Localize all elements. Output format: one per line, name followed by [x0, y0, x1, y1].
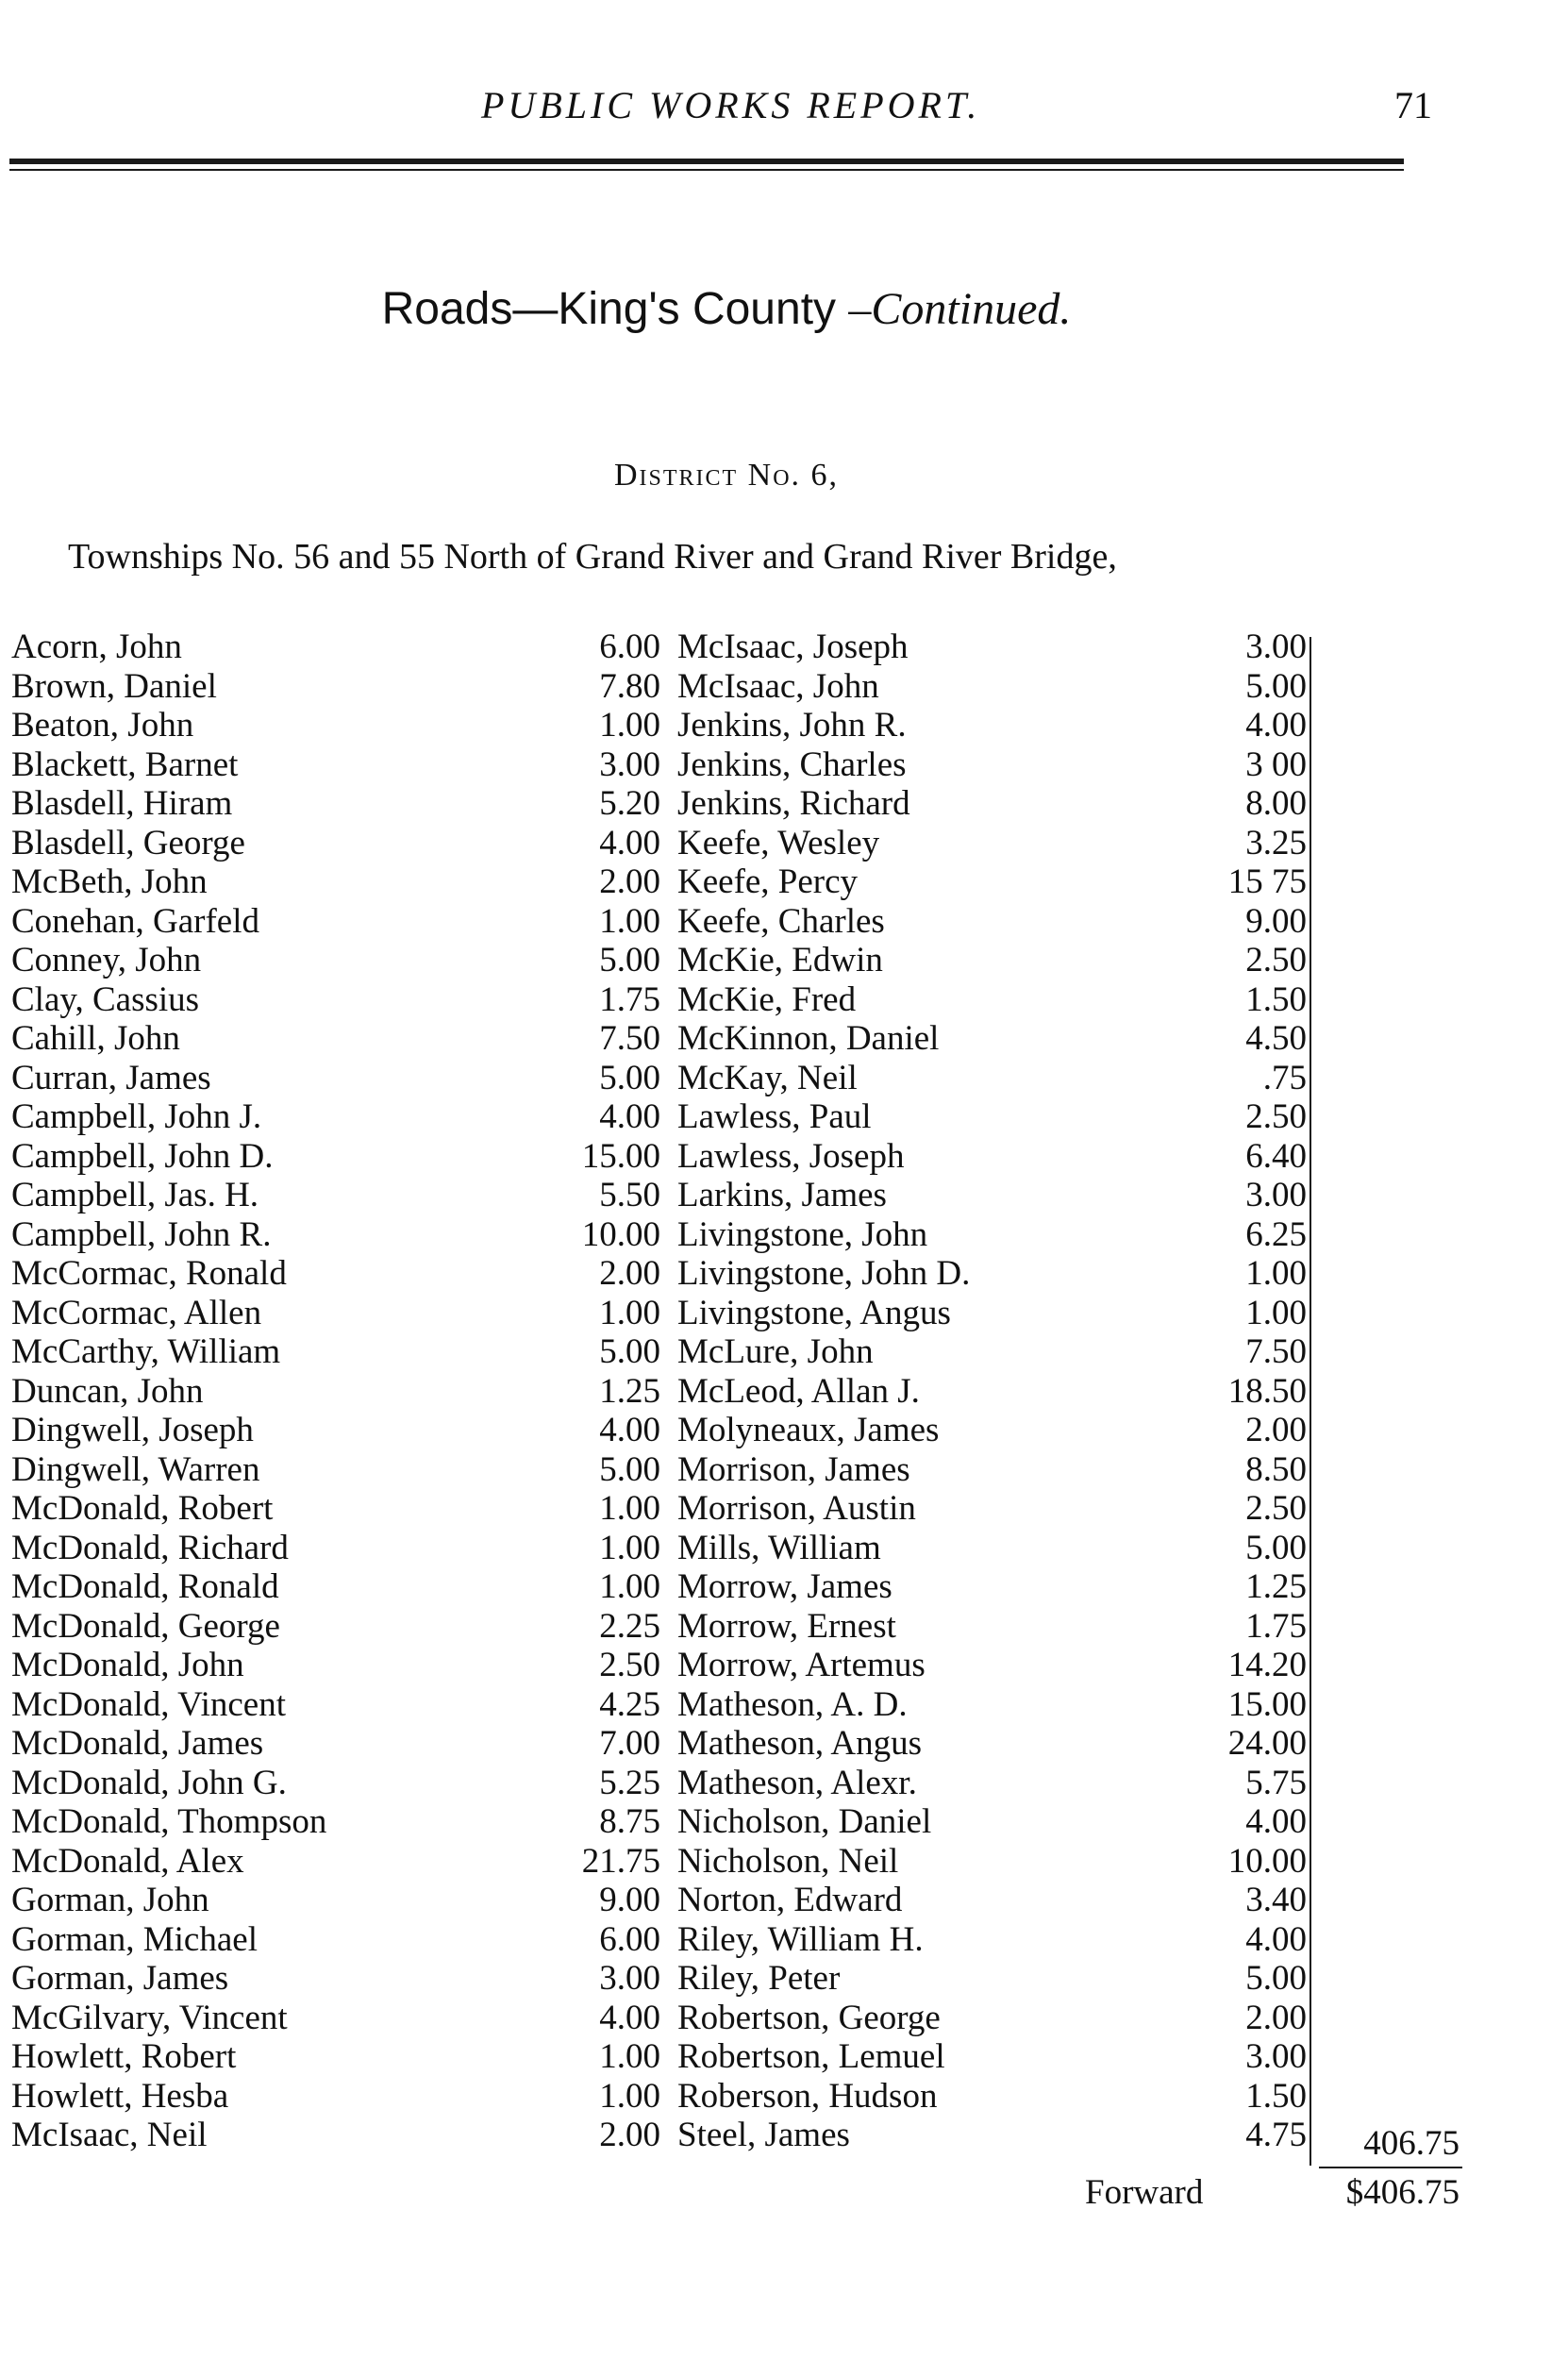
entry-amount: 4.00 — [599, 823, 660, 862]
entry-name: Clay, Cassius — [11, 979, 200, 1019]
entry-amount: 3.40 — [1245, 1881, 1307, 1919]
entry-amount: 2.50 — [1245, 941, 1307, 979]
entry-name: Lawless, Paul — [677, 1097, 872, 1136]
entry-name: Norton, Edward — [677, 1881, 903, 1919]
entry-name: McDonald, Richard — [11, 1528, 289, 1567]
entry-name: Robertson, Lemuel — [677, 2037, 945, 2076]
entry-amount: 21.75 — [581, 1841, 660, 1881]
entry-amount: 3.00 — [599, 745, 660, 784]
entry-amount: 1.00 — [599, 1567, 660, 1606]
entry-name: Mills, William — [677, 1528, 881, 1567]
entry-name: Brown, Daniel — [11, 666, 217, 706]
entry-name: McKay, Neil — [677, 1058, 858, 1097]
entry-amount: 3.25 — [1245, 823, 1307, 862]
entry-name: McDonald, George — [11, 1606, 280, 1646]
forward-label: Forward — [1085, 2173, 1204, 2212]
district-heading: District No. 6, — [613, 458, 840, 493]
entry-name: Campbell, Jas. H. — [11, 1176, 259, 1214]
entry-amount: 5.50 — [599, 1176, 660, 1214]
subtotal-rule — [1319, 2167, 1462, 2168]
entry-name: Campbell, John J. — [11, 1097, 262, 1136]
entry-amount: 24.00 — [1227, 1724, 1307, 1763]
entry-name: Dingwell, Joseph — [11, 1411, 254, 1449]
entry-amount: 1.00 — [599, 2037, 660, 2076]
entry-amount: 10.00 — [1227, 1841, 1307, 1881]
section-title-main: Roads—King's County — [381, 284, 849, 334]
entry-name: Blasdell, George — [11, 823, 245, 862]
entry-name: McDonald, Alex — [11, 1841, 244, 1881]
entry-name: Matheson, Angus — [677, 1724, 922, 1763]
entry-amount: 4.00 — [1245, 1919, 1307, 1959]
entry-amount: 1.00 — [599, 706, 660, 745]
header-rule-thin — [9, 169, 1404, 171]
entry-name: McCormac, Allen — [11, 1293, 262, 1332]
left-names-column — [11, 628, 326, 2155]
entry-amount: 4.00 — [599, 1998, 660, 2037]
entry-name: McIsaac, Joseph — [677, 628, 909, 666]
entry-amount: 1.75 — [599, 979, 660, 1019]
left-amounts-column — [528, 628, 660, 2155]
entry-name: Blasdell, Hiram — [11, 784, 233, 823]
entry-amount: 5.00 — [599, 1332, 660, 1371]
entry-amount: 3.00 — [1245, 628, 1307, 666]
entry-name: McKinnon, Daniel — [677, 1019, 940, 1058]
entry-name: Conney, John — [11, 941, 202, 979]
entry-name: Dingwell, Warren — [11, 1449, 260, 1489]
entry-name: Steel, James — [677, 2116, 850, 2154]
entry-amount: 3.00 — [599, 1959, 660, 1998]
entry-name: Gorman, John — [11, 1881, 209, 1919]
entry-amount: 5.00 — [1245, 1959, 1307, 1998]
entry-amount: 5.00 — [599, 941, 660, 979]
entry-name: McDonald, Thompson — [11, 1802, 327, 1841]
entry-name: Morrison, James — [677, 1449, 910, 1489]
entry-amount: 1.50 — [1245, 2076, 1307, 2116]
entry-name: Morrison, Austin — [677, 1489, 916, 1528]
entry-amount: 8.75 — [599, 1802, 660, 1841]
entry-name: Larkins, James — [677, 1176, 887, 1214]
entry-name: Howlett, Robert — [11, 2037, 237, 2076]
entry-name: Gorman, Michael — [11, 1919, 258, 1959]
amount-column-rule — [1309, 637, 1311, 2166]
entry-name: Acorn, John — [11, 628, 182, 666]
entry-name: Blackett, Barnet — [11, 745, 239, 784]
entry-amount: 6.25 — [1245, 1214, 1307, 1254]
page-number: 71 — [1394, 84, 1432, 126]
entry-amount: 2.00 — [599, 862, 660, 901]
entry-amount: 7.50 — [599, 1019, 660, 1058]
entry-name: Molyneaux, James — [677, 1411, 940, 1449]
entry-amount: 18.50 — [1227, 1371, 1307, 1411]
entry-amount: 5.75 — [1245, 1763, 1307, 1802]
entry-amount: 4.25 — [599, 1684, 660, 1724]
entry-amount: 15.00 — [1227, 1684, 1307, 1724]
entry-amount: 9.00 — [1245, 901, 1307, 941]
entry-name: McKie, Fred — [677, 979, 857, 1019]
entry-amount: 1.75 — [1245, 1606, 1307, 1646]
entry-amount: 4.75 — [1245, 2116, 1307, 2154]
entry-amount: 1.00 — [599, 1489, 660, 1528]
entry-amount: 2.50 — [1245, 1097, 1307, 1136]
entry-amount: 2.50 — [599, 1646, 660, 1684]
entry-name: Keefe, Percy — [677, 862, 859, 901]
entry-amount: 1.00 — [599, 2076, 660, 2116]
entry-amount: 1.25 — [599, 1371, 660, 1411]
entry-name: Curran, James — [11, 1058, 211, 1097]
entry-amount: 5.20 — [599, 784, 660, 823]
entry-amount: 2.00 — [1245, 1998, 1307, 2037]
right-names-column — [677, 628, 970, 2155]
entry-amount: 2.00 — [1245, 1411, 1307, 1449]
entry-name: Morrow, James — [677, 1567, 892, 1606]
entry-amount: 1.00 — [599, 901, 660, 941]
entry-name: McDonald, John — [11, 1646, 244, 1684]
entry-name: Jenkins, Richard — [677, 784, 910, 823]
entry-amount: 2.00 — [599, 1254, 660, 1293]
entry-name: Livingstone, John — [677, 1214, 928, 1254]
entry-amount: 4.00 — [1245, 1802, 1307, 1841]
entry-name: McKie, Edwin — [677, 941, 883, 979]
entry-amount: 5.00 — [1245, 666, 1307, 706]
entry-amount: 10.00 — [581, 1214, 660, 1254]
entry-amount: 3.00 — [1245, 1176, 1307, 1214]
entry-amount: 9.00 — [599, 1881, 660, 1919]
entry-name: Robertson, George — [677, 1998, 941, 2037]
entry-amount: 4.50 — [1245, 1019, 1307, 1058]
entry-name: Livingstone, John D. — [677, 1254, 971, 1293]
entry-name: McDonald, Vincent — [11, 1684, 286, 1724]
entry-amount: 4.00 — [599, 1411, 660, 1449]
entry-amount: 5.00 — [1245, 1528, 1307, 1567]
entry-name: McCarthy, William — [11, 1332, 281, 1371]
entry-amount: 7.00 — [599, 1724, 660, 1763]
entry-name: Beaton, John — [11, 706, 194, 745]
entry-amount: 2.00 — [599, 2116, 660, 2154]
entry-name: Lawless, Joseph — [677, 1136, 905, 1176]
entry-amount: 6.40 — [1245, 1136, 1307, 1176]
entry-amount: 1.50 — [1245, 979, 1307, 1019]
entry-name: Gorman, James — [11, 1959, 229, 1998]
report-title: PUBLIC WORKS REPORT. — [481, 84, 981, 126]
entry-name: Howlett, Hesba — [11, 2076, 229, 2116]
entry-name: Roberson, Hudson — [677, 2076, 938, 2116]
entry-name: Campbell, John D. — [11, 1136, 274, 1176]
entry-amount: 3 00 — [1245, 745, 1307, 784]
entry-amount: 6.00 — [599, 1919, 660, 1959]
entry-amount: 1.00 — [1245, 1293, 1307, 1332]
entry-name: Livingstone, Angus — [677, 1293, 951, 1332]
entry-amount: 7.80 — [599, 666, 660, 706]
entry-name: McDonald, Robert — [11, 1489, 274, 1528]
entry-name: Morrow, Artemus — [677, 1646, 926, 1684]
subtotal-amount: 406.75 — [1363, 2124, 1460, 2163]
entry-name: McLure, John — [677, 1332, 874, 1371]
entry-name: McLeod, Allan J. — [677, 1371, 920, 1411]
header-rule-thick — [9, 159, 1404, 164]
townships-heading: Townships No. 56 and 55 North of Grand River and Grand River Bridge, — [68, 537, 1117, 577]
entry-amount: 1.00 — [599, 1293, 660, 1332]
entry-amount: 1.00 — [599, 1528, 660, 1567]
entry-amount: 1.25 — [1245, 1567, 1307, 1606]
entry-name: McIsaac, Neil — [11, 2116, 208, 2154]
entry-amount: 15.00 — [581, 1136, 660, 1176]
entry-name: Duncan, John — [11, 1371, 204, 1411]
entry-name: Nicholson, Neil — [677, 1841, 899, 1881]
entry-name: Nicholson, Daniel — [677, 1802, 932, 1841]
entry-amount: 4.00 — [1245, 706, 1307, 745]
entry-name: Morrow, Ernest — [677, 1606, 896, 1646]
entry-name: Cahill, John — [11, 1019, 180, 1058]
entry-amount: 8.50 — [1245, 1449, 1307, 1489]
section-title-continued: –Continued. — [848, 284, 1072, 334]
entry-name: McGilvary, Vincent — [11, 1998, 288, 2037]
entry-name: McDonald, Ronald — [11, 1567, 279, 1606]
entry-name: McIsaac, John — [677, 666, 879, 706]
entry-name: Jenkins, John R. — [677, 706, 907, 745]
entry-amount: 2.25 — [599, 1606, 660, 1646]
entry-name: Keefe, Wesley — [677, 823, 880, 862]
entry-amount: 7.50 — [1245, 1332, 1307, 1371]
entry-name: McDonald, John G. — [11, 1763, 287, 1802]
entry-amount: 14.20 — [1227, 1646, 1307, 1684]
entry-amount: 1.00 — [1245, 1254, 1307, 1293]
forward-amount: $406.75 — [1345, 2173, 1460, 2212]
entry-name: McBeth, John — [11, 862, 208, 901]
entry-amount: 15 75 — [1227, 862, 1307, 901]
entry-name: Matheson, Alexr. — [677, 1763, 917, 1802]
entry-name: Riley, Peter — [677, 1959, 841, 1998]
entry-name: Jenkins, Charles — [677, 745, 907, 784]
entry-amount: 4.00 — [599, 1097, 660, 1136]
entry-amount: 5.00 — [599, 1058, 660, 1097]
entry-amount: 6.00 — [599, 628, 660, 666]
entry-name: Keefe, Charles — [677, 901, 885, 941]
right-amounts-column — [1170, 628, 1307, 2155]
entry-amount: 5.25 — [599, 1763, 660, 1802]
entry-name: Campbell, John R. — [11, 1214, 272, 1254]
entry-name: McCormac, Ronald — [11, 1254, 287, 1293]
section-title — [0, 283, 1453, 335]
entry-amount: .75 — [1262, 1058, 1307, 1097]
entry-amount: 2.50 — [1245, 1489, 1307, 1528]
entry-amount: 8.00 — [1245, 784, 1307, 823]
entry-amount: 5.00 — [599, 1449, 660, 1489]
entry-name: Conehan, Garfeld — [11, 901, 260, 941]
entry-name: Riley, William H. — [677, 1919, 924, 1959]
entry-amount: 3.00 — [1245, 2037, 1307, 2076]
entry-name: Matheson, A. D. — [677, 1684, 908, 1724]
entry-name: McDonald, James — [11, 1724, 264, 1763]
